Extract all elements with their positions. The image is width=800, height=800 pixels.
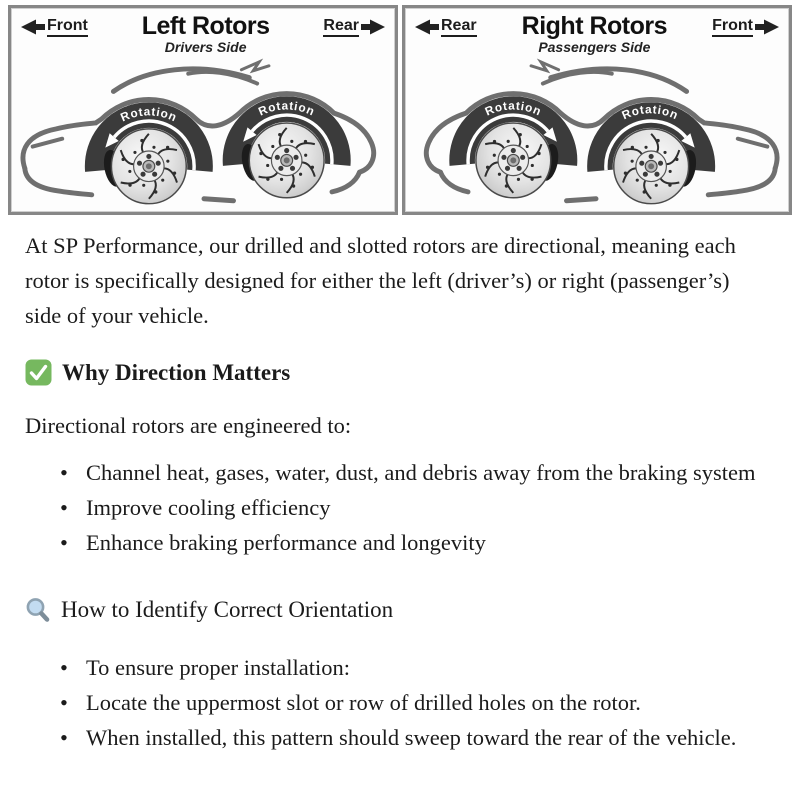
rotor-direction-diagram [8, 5, 792, 215]
rotation-label: Rotation [482, 98, 544, 119]
front-label-text: Front [47, 18, 88, 37]
intro-paragraph: At SP Performance, our drilled and slotted rotors are directional, meaning each rotor is specifically designed for either the left (driver’s) or right (passenger’s) side of your vehicle. [25, 232, 736, 328]
section2-heading-text: How to Identify Correct Orientation [61, 597, 394, 623]
left-panel-header [11, 8, 395, 56]
rotation-label: Rotation [256, 98, 318, 119]
front-direction-label [712, 18, 779, 37]
rotation-label: Rotation [619, 102, 681, 123]
list-item: • To ensure proper installation: [60, 650, 770, 685]
section1-bullet-list [25, 455, 770, 560]
rear-label-text: Rear [323, 18, 359, 37]
left-panel-title: Left Rotors [141, 12, 270, 40]
arrow-left-icon [21, 19, 45, 35]
rear-direction-label [323, 18, 385, 37]
rotation-label: Rotation [118, 104, 180, 125]
right-panel-subtitle: Passengers Side [538, 39, 651, 56]
list-item: • When installed, this pattern should sweep toward the rear of the vehicle. [60, 720, 770, 755]
section2-bullet-list [25, 650, 770, 755]
section-heading-why-direction-matters [25, 359, 770, 387]
arrow-right-icon [361, 19, 385, 35]
left-panel-title-block [142, 13, 270, 56]
car-illustration-left [11, 56, 395, 212]
front-direction-label [21, 18, 88, 37]
right-panel-title-block [522, 13, 667, 56]
check-mark-icon [25, 359, 52, 386]
list-item: • Enhance braking performance and longevity [60, 525, 770, 560]
list-item: • Channel heat, gases, water, dust, and debris away from the braking system [60, 455, 770, 490]
right-panel-header [405, 8, 789, 56]
section-heading-how-to-identify [25, 596, 770, 624]
list-item: • Improve cooling efficiency [60, 490, 770, 525]
right-panel-title: Right Rotors [521, 12, 668, 40]
magnifying-glass-icon [25, 597, 51, 624]
right-rotors-panel [402, 5, 792, 215]
left-rotors-panel [8, 5, 398, 215]
arrow-left-icon [415, 19, 439, 35]
rear-label-text: Rear [441, 18, 477, 37]
section1-lead: Directional rotors are engineered to: [25, 413, 352, 439]
arrow-right-icon [755, 19, 779, 35]
front-label-text: Front [712, 18, 753, 37]
car-illustration-right [405, 56, 789, 212]
article-content [0, 215, 800, 755]
rear-direction-label [415, 18, 477, 37]
section1-heading-text: Why Direction Matters [62, 359, 291, 385]
left-panel-subtitle: Drivers Side [164, 39, 247, 56]
list-item: • Locate the uppermost slot or row of drilled holes on the rotor. [60, 685, 770, 720]
